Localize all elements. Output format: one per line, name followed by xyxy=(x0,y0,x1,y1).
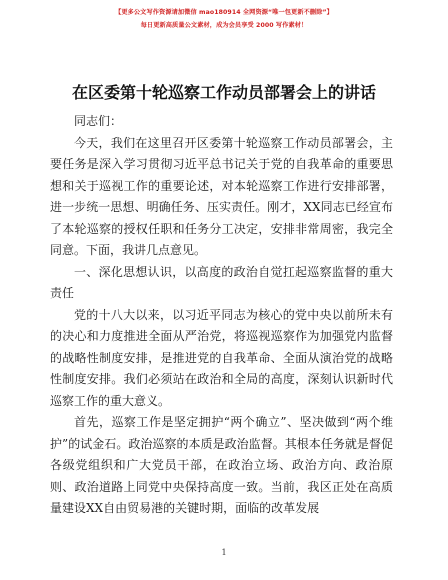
paragraph-3: 首先，巡察工作是坚定拥护“两个确立”、坚决做到“两个维护”的试金石。政治巡察的本质是政治监督。其根本任务就是督促各级党组织和广大党员干部，在政治立场、政治方向、政治原则、政治道路上同党中央保持高度一致。当前，我区正处在高质量建设XX自由贸易港的关键时期，面临的改革发展 xyxy=(50,415,393,515)
page-number: 1 xyxy=(221,548,227,557)
document-title: 在区委第十轮巡察工作动员部署会上的讲话 xyxy=(71,83,376,102)
salutation: 同志们： xyxy=(74,114,123,128)
document-body xyxy=(50,111,393,520)
paragraph-intro: 今天，我们在这里召开区委第十轮巡察工作动员部署会，主要任务是深入学习贯彻习近平总书记关于党的自我革命的重要思想和关于巡视工作的重要论述，对本轮巡察工作进行安排部署，进一步统一思想、明确任务、压实责任。刚才，XX同志已经宣布了本轮巡察的授权任职和任务分工决定，安排非常周密，我完全同意。下面，我讲几点意见。 xyxy=(50,135,393,257)
paragraph-2: 党的十八大以来，以习近平同志为核心的党中央以前所未有的决心和力度推进全面从严治党，将巡视巡察作为加强党内监督的战略性制度安排，是推进党的自我革命、全面从演治党的战略性制度安排。我们必须站在政治和全局的高度，深刻认识新时代巡察工作的重大意义。 xyxy=(50,307,393,408)
banner-line-1: 【更多公文写作资源请加微信 mao180914 全网资源“唯一包更新不删除”】 xyxy=(115,9,333,16)
banner-line-2: 每日更新高质量公文素材，成为会员享受 2000 写作素材！ xyxy=(140,22,308,29)
header-banner xyxy=(0,6,448,32)
section-heading-1: 一、深化思想认识，以高度的政治自觉扛起巡察监督的重大责任 xyxy=(50,264,393,300)
